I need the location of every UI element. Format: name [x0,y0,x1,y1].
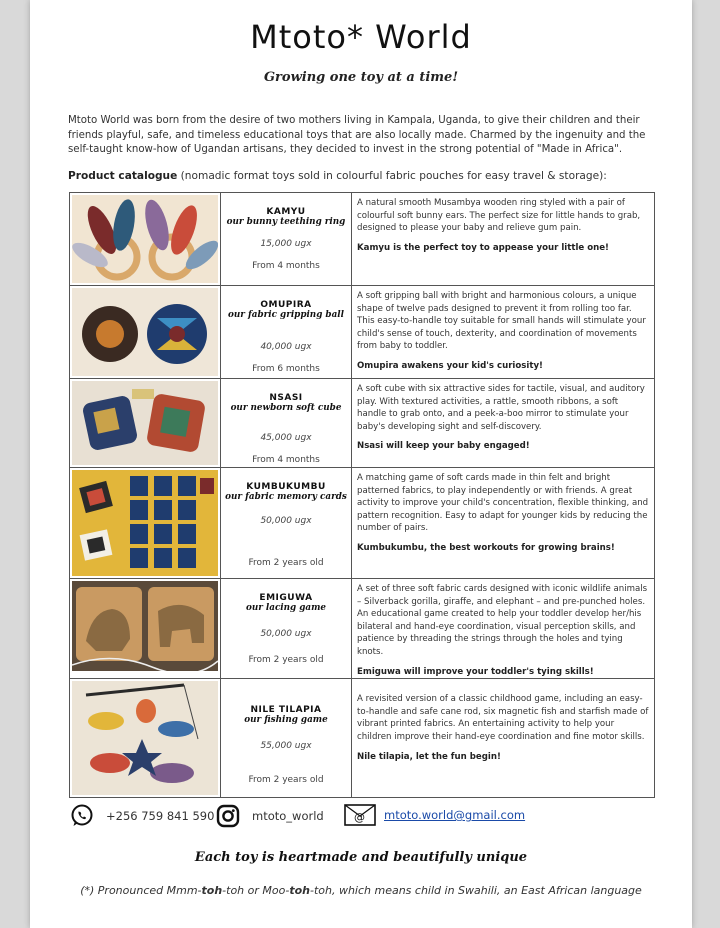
emiguwa-photo [72,581,218,671]
product-age: From 4 months [252,455,320,465]
product-name: KAMYU [266,207,306,217]
pronunciation-part: (*) Pronounced Mmm- [80,884,202,897]
product-price: 15,000 ugx [260,239,312,249]
pronunciation-stress: toh [201,884,223,897]
product-price: 55,000 ugx [260,741,312,752]
product-name: EMIGUWA [259,593,313,603]
svg-text:@: @ [354,811,365,824]
product-table [69,192,655,798]
phone-contact [70,804,214,828]
product-info-cell [221,286,352,379]
product-subtitle: our fabric memory cards [225,492,347,502]
product-price: 45,000 ugx [260,433,312,443]
product-description-cell [352,468,655,579]
product-description: A soft gripping ball with bright and harmonious colours, a unique shape of twelve pads designed to prevent it from rolling too far. This easy-to-handle toy suitable for small hands will stimulate your child's sense of touch, dexterity, and coordination of movements from baby to toddler. [357,291,646,352]
product-subtitle: our bunny teething ring [226,217,346,227]
catalogue-title: Product catalogue [68,170,178,182]
product-description-cell [352,193,655,286]
product-description: A soft cube with six attractive sides for tactile, visual, and auditory play. With textured activities, a rattle, smooth ribbons, a soft handle to grab onto, and a peek-a-boo mirror to stimulate your baby's developing sight and self-discovery. [357,384,645,432]
product-photo-cell [70,193,221,286]
kumbukumbu-photo [72,470,218,576]
product-tagline: Omupira awakens your kid's curiosity! [357,360,543,371]
nsasi-photo [72,381,218,465]
omupira-photo [72,288,218,376]
product-photo-cell [70,468,221,579]
product-description: A matching game of soft cards made in thin felt and bright patterned fabrics, to play independently or with friends. A great activity to improve your child's concentration, flexible thinking, and pattern recognition. Easy to adapt for younger kids by reducing the number of pairs. [357,473,649,534]
brand-title: Mtoto* World [250,18,472,56]
product-age: From 4 months [252,261,320,271]
whatsapp-icon [70,804,94,828]
instagram-handle[interactable]: mtoto_world [252,809,324,823]
product-info-cell [221,679,352,798]
catalogue-page [30,0,692,928]
pronunciation-stress: toh [289,884,310,897]
product-subtitle: our fishing game [244,715,328,726]
product-tagline: Emiguwa will improve your toddler's tying skills! [357,666,594,677]
product-info-cell [221,379,352,468]
instagram-contact [216,804,324,828]
email-icon [344,804,376,826]
product-name: OMUPIRA [260,300,312,310]
product-description-cell [352,579,655,679]
product-tagline: Kumbukumbu, the best workouts for growing brains! [357,542,615,553]
product-photo-cell [70,379,221,468]
product-subtitle: our fabric gripping ball [228,310,344,320]
product-row [70,468,655,579]
product-row [70,286,655,379]
product-age: From 2 years old [248,558,324,568]
email-contact [344,804,525,826]
instagram-icon [216,804,240,828]
product-row [70,579,655,679]
nile-tilapia-photo [72,681,218,795]
product-description: A set of three soft fabric cards designed with iconic wildlife animals – Silverback gorilla, giraffe, and elephant – and pre-punched holes. An educational game created to help your toddler develop her/his bilateral and hand-eye coordination, visual perception skills, and patience by threading the strings through the holes and tying knots. [357,584,648,657]
product-price: 50,000 ugx [260,516,312,526]
product-age: From 2 years old [248,775,324,786]
catalogue-heading [68,170,607,182]
product-price: 40,000 ugx [260,342,312,352]
product-tagline: Kamyu is the perfect toy to appease your little one! [357,242,609,253]
product-info-cell [221,193,352,286]
product-age: From 2 years old [248,655,324,665]
product-name: KUMBUKUMBU [246,482,326,492]
product-description: A revisited version of a classic childhood game, including an easy-to-handle and safe cane rod, six magnetic fish and starfish made of vibrant printed fabrics. An entertaining activity to help your children improve their hand-eye coordination and fine motor skills. [357,694,649,742]
product-subtitle: our lacing game [245,603,327,613]
pronunciation-part: -toh, which means child in Swahili, an East African language [309,884,642,897]
pronunciation-note [30,884,692,897]
intro-paragraph: Mtoto World was born from the desire of two mothers living in Kampala, Uganda, to give their children and their friends playful, safe, and timeless educational toys that are also locally made. Charmed by the ingenuity and the self-taught know-how of Ugandan artisans, they decided to invest in the strong potential of "Made in Africa". [68,115,646,155]
product-tagline: Nsasi will keep your baby engaged! [357,441,530,452]
product-photo-cell [70,679,221,798]
product-description-cell [352,286,655,379]
product-photo-cell [70,579,221,679]
product-name: NSASI [269,393,303,403]
product-tagline: Nile tilapia, let the fun begin! [357,751,501,762]
product-age: From 6 months [252,364,320,374]
product-row [70,193,655,286]
phone-number: +256 759 841 590 [106,809,215,823]
product-name: NILE TILAPIA [250,705,322,716]
product-description: A natural smooth Musambya wooden ring styled with a pair of colourful soft bunny ears. The perfect size for little hands to grab, designed to please your baby and relieve gum pain. [357,198,641,234]
product-description-cell [352,379,655,468]
catalogue-note: (nomadic format toys sold in colourful fabric pouches for easy travel & storage): [177,170,607,182]
brand-tagline: Growing one toy at a time! [263,70,459,85]
product-row [70,679,655,798]
product-info-cell [221,468,352,579]
product-info-cell [221,579,352,679]
email-link[interactable]: mtoto.world@gmail.com [384,808,526,822]
product-subtitle: our newborn soft cube [230,403,342,413]
product-row [70,379,655,468]
product-photo-cell [70,286,221,379]
kamyu-photo [72,195,218,283]
product-price: 50,000 ugx [260,629,312,639]
footer-slogan: Each toy is heartmade and beautifully unique [194,850,528,865]
product-description-cell [352,679,655,798]
pronunciation-part: -toh or Moo- [222,884,290,897]
